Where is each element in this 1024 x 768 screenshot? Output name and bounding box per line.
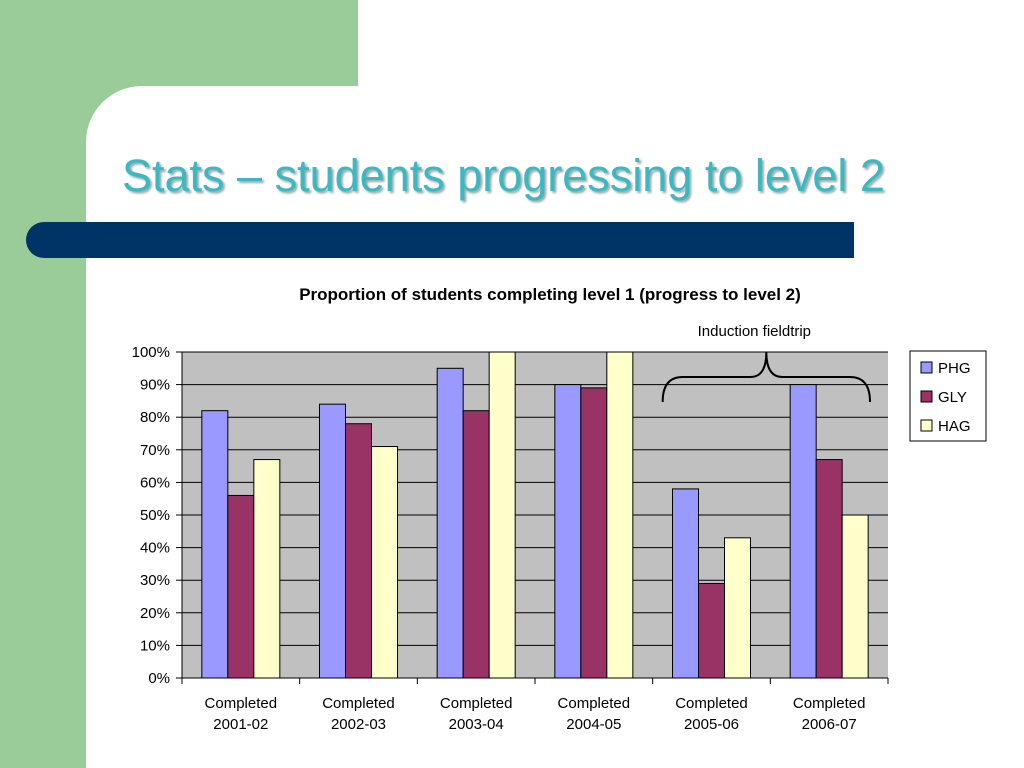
- bar-gly: [228, 495, 254, 678]
- legend-swatch-gly: [921, 391, 932, 402]
- x-tick-label: 2005-06: [683, 716, 740, 733]
- bar-phg: [437, 368, 463, 678]
- y-tick-label: 90%: [139, 376, 170, 394]
- chart-legend: [910, 351, 986, 441]
- bar-hag: [842, 515, 868, 678]
- legend-swatch-phg: [921, 362, 932, 373]
- bar-phg: [202, 411, 228, 678]
- annotation-label: Induction fieldtrip: [697, 323, 812, 340]
- y-tick-label: 80%: [139, 409, 170, 427]
- x-tick-label: Completed: [675, 695, 748, 712]
- x-tick-label: 2004-05: [566, 716, 622, 733]
- y-tick-label: 40%: [139, 539, 170, 557]
- x-tick-label: 2003-04: [448, 716, 504, 733]
- x-tick-label: Completed: [322, 695, 395, 712]
- chart-title: Proportion of students completing level 1 (progress to level 2): [299, 285, 801, 304]
- bar-gly: [816, 460, 842, 678]
- legend-label-gly: GLY: [938, 389, 967, 406]
- bar-gly: [699, 583, 725, 678]
- y-tick-label: 30%: [139, 572, 170, 590]
- x-tick-label: Completed: [439, 695, 513, 712]
- x-tick-label: 2006-07: [801, 716, 857, 733]
- y-tick-label: 70%: [139, 441, 170, 459]
- x-tick-label: 2001-02: [213, 716, 269, 733]
- x-tick-label: Completed: [792, 695, 866, 712]
- x-tick-label: Completed: [204, 695, 278, 712]
- bar-phg: [555, 385, 581, 678]
- plot-area: [132, 344, 888, 733]
- legend-swatch-hag: [921, 420, 932, 431]
- bar-hag: [607, 352, 633, 678]
- bar-hag: [489, 352, 515, 678]
- x-tick-label: Completed: [557, 695, 631, 712]
- y-tick-label: 50%: [139, 507, 170, 524]
- y-tick-label: 20%: [139, 604, 170, 622]
- bar-hag: [372, 447, 398, 678]
- legend-label-phg: PHG: [938, 360, 971, 377]
- bar-gly: [581, 388, 607, 678]
- y-tick-label: 10%: [139, 637, 170, 655]
- bar-gly: [463, 411, 489, 678]
- slide-title: Stats – students progressing to level 2: [122, 150, 885, 201]
- y-tick-label: 0%: [148, 670, 170, 687]
- legend-label-hag: HAG: [938, 418, 971, 435]
- bar-phg: [673, 489, 699, 678]
- bar-phg: [790, 385, 816, 678]
- bar-phg: [320, 404, 346, 678]
- bar-hag: [254, 460, 280, 678]
- bar-hag: [725, 538, 751, 678]
- y-tick-label: 100%: [131, 344, 170, 361]
- bar-gly: [346, 424, 372, 678]
- x-tick-label: 2002-03: [330, 716, 387, 733]
- y-tick-label: 60%: [139, 474, 170, 492]
